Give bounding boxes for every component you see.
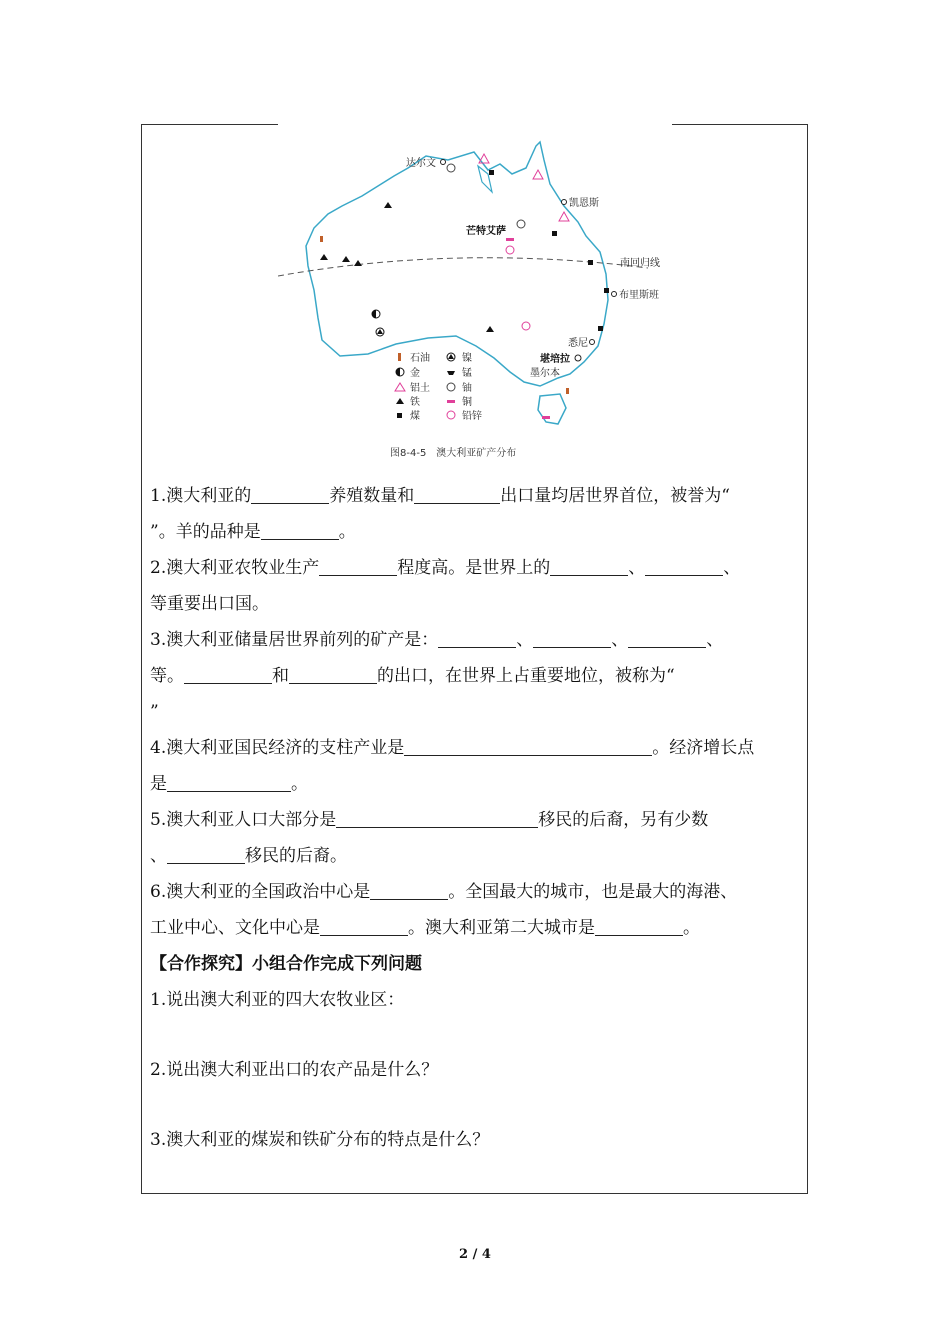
answer-blank[interactable] [320, 915, 408, 936]
gold-marks [372, 310, 380, 318]
coal-marks [489, 170, 609, 331]
answer-blank[interactable] [595, 915, 683, 936]
q1-line-1: 1.澳大利亚的 养殖数量和 出口量均居世界首位，被誉为“ [150, 478, 802, 514]
iron-marks [320, 202, 494, 332]
legend-coal: 煤 [410, 411, 420, 422]
answer-blank[interactable] [289, 663, 377, 684]
cooperation-heading: 【合作探究】小组合作完成下列问题 [150, 954, 422, 974]
city-melbourne: 墨尔本 [530, 368, 560, 379]
q5-line-1: 5.澳大利亚人口大部分是 移民的后裔，另有少数 [150, 802, 802, 838]
legend-copper: 铜 [462, 397, 472, 408]
q2-line-2: 等重要出口国。 [150, 594, 269, 614]
answer-blank[interactable] [319, 555, 397, 576]
q4-line-1: 4.澳大利亚国民经济的支柱产业是 。经济增长点 [150, 730, 802, 766]
q5-line-2: 、 移民的后裔。 [150, 838, 802, 874]
q3-line-2: 等。 和 的出口，在世界上占重要地位，被称为“ [150, 658, 802, 694]
answer-blank[interactable] [414, 807, 538, 828]
city-brisbane: 布里斯班 [619, 290, 659, 301]
city-sydney: 悉尼 [568, 338, 588, 349]
nickel-marks [376, 328, 384, 336]
city-mount-isa: 芒特艾萨 [466, 226, 506, 237]
worksheet-content [150, 478, 802, 1158]
answer-blank[interactable] [645, 555, 723, 576]
answer-blank[interactable] [261, 519, 339, 540]
q3-line-3: ” [150, 702, 159, 722]
legend-iron: 铁 [410, 397, 420, 408]
legend-nickel: 镍 [462, 353, 472, 364]
legend-manganese: 锰 [462, 368, 472, 379]
answer-blank[interactable] [370, 879, 448, 900]
answer-blank[interactable] [438, 627, 516, 648]
q4-line-2: 是 。 [150, 766, 802, 802]
copper-marks [506, 238, 550, 419]
page-number: 2 / 4 [459, 1247, 491, 1262]
answer-space[interactable] [150, 1088, 802, 1122]
bauxite-marks [479, 154, 569, 221]
tropic-label: 南回归线 [620, 258, 660, 269]
q3-line-1: 3.澳大利亚储量居世界前列的矿产是： 、 、 、 [150, 622, 802, 658]
cooperation-q1: 1.说出澳大利亚的四大农牧业区： [150, 990, 405, 1010]
answer-blank[interactable] [628, 627, 706, 648]
cooperation-q3: 3.澳大利亚的煤炭和铁矿分布的特点是什么？ [150, 1130, 490, 1150]
cooperation-q2: 2.说出澳大利亚出口的农产品是什么？ [150, 1060, 439, 1080]
answer-blank[interactable] [404, 735, 652, 756]
city-darwin: 达尔文 [406, 158, 436, 169]
q6-line-2: 工业中心、文化中心是 。澳大利亚第二大城市是 。 [150, 910, 802, 946]
tasmania-outline [538, 394, 566, 424]
q2-line-1: 2.澳大利亚农牧业生产 程度高。是世界上的 、 、 [150, 550, 802, 586]
legend-oil: 石油 [410, 353, 430, 364]
legend-uranium: 铀 [462, 383, 472, 394]
answer-blank[interactable] [167, 843, 245, 864]
australia-outline [306, 142, 608, 386]
map-svg [278, 124, 672, 468]
answer-blank[interactable] [414, 483, 500, 504]
mineral-map [278, 124, 672, 468]
answer-blank[interactable] [533, 627, 611, 648]
answer-blank[interactable] [550, 555, 628, 576]
answer-space[interactable] [150, 1018, 802, 1052]
city-canberra: 堪培拉 [540, 354, 570, 365]
legend-bauxite: 铝土 [410, 383, 430, 394]
q1-line-2: ”。羊的品种是 。 [150, 514, 802, 550]
city-cairns: 凯恩斯 [569, 198, 599, 209]
q6-line-1: 6.澳大利亚的全国政治中心是 。全国最大的城市，也是最大的海港、 [150, 874, 802, 910]
answer-blank[interactable] [336, 807, 414, 828]
legend-gold: 金 [410, 368, 420, 379]
answer-blank[interactable] [251, 483, 329, 504]
answer-blank[interactable] [167, 771, 291, 792]
map-legend [395, 351, 482, 422]
map-caption: 图8-4-5 澳大利亚矿产分布 [390, 448, 517, 459]
answer-blank[interactable] [184, 663, 272, 684]
legend-lead-zinc: 铅锌 [462, 411, 482, 422]
